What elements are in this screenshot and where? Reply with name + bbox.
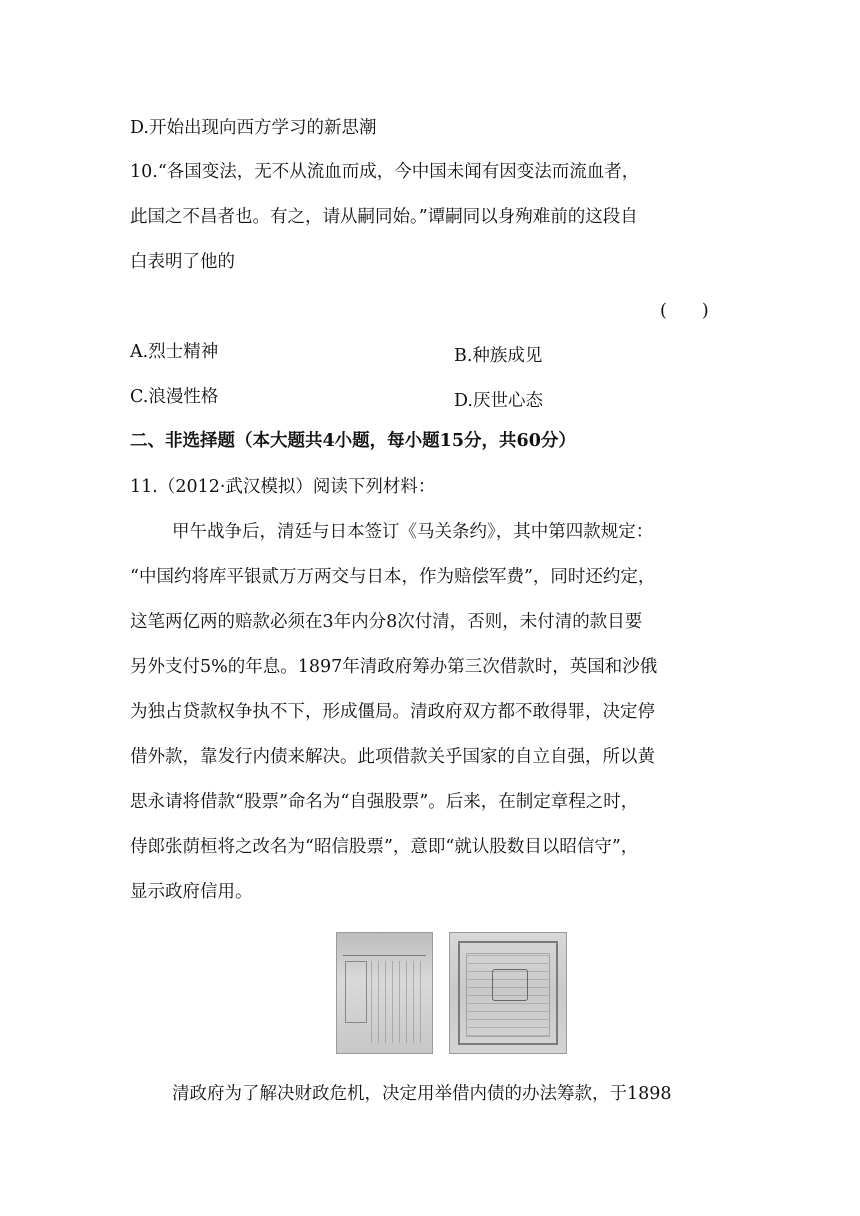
q11-para-line: 借外款，靠发行内债来解决。此项借款关乎国家的自立自强，所以黄 bbox=[130, 747, 655, 767]
q9-option-d: D.开始出现向西方学习的新思潮 bbox=[130, 118, 377, 138]
q10-option-c: C.浪漫性格 bbox=[130, 387, 219, 407]
q11-para-line: 这笔两亿两的赔款必须在3年内分8次付清，否则，未付清的款目要 bbox=[130, 612, 643, 632]
q10-stem-line-3: 白表明了他的 bbox=[130, 252, 235, 272]
receipt-document-image bbox=[336, 932, 433, 1054]
q11-para-line: 甲午战争后，清廷与日本签订《马关条约》，其中第四款规定： bbox=[172, 522, 654, 542]
q10-option-b: B.种族成见 bbox=[454, 346, 543, 366]
q10-stem-line-1: 10.“各国变法，无不从流血而成，今中国未闻有因变法而流血者， bbox=[130, 162, 640, 182]
zhaoxin-bond-certificate-image bbox=[449, 932, 567, 1054]
q11-para-line: 另外支付5%的年息。1897年清政府筹办第三次借款时，英国和沙俄 bbox=[130, 657, 658, 677]
q11-stem: 11.（2012·武汉模拟）阅读下列材料： bbox=[130, 477, 436, 497]
q11-para-line: 侍郎张荫桓将之改名为“昭信股票”，意即“就认股数目以昭信守”， bbox=[130, 837, 639, 857]
q10-stem-line-2: 此国之不昌者也。有之，请从嗣同始。”谭嗣同以身殉难前的这段自 bbox=[130, 207, 638, 227]
q11-para-line: 为独占贷款权争执不下，形成僵局。清政府双方都不敢得罪，决定停 bbox=[130, 702, 655, 722]
q11-para-line: 显示政府信用。 bbox=[130, 882, 253, 902]
q10-option-a: A.烈士精神 bbox=[130, 342, 219, 362]
q11-after-images-line: 清政府为了解决财政危机，决定用举借内债的办法筹款，于1898 bbox=[172, 1084, 672, 1104]
q11-para-line: “中国约将库平银贰万万两交与日本，作为赔偿军费”，同时还约定， bbox=[130, 567, 656, 587]
q11-para-line: 思永请将借款“股票”命名为“自强股票”。后来，在制定章程之时， bbox=[130, 792, 639, 812]
q10-answer-paren: ( ) bbox=[660, 301, 709, 321]
section-2-heading: 二、非选择题（本大题共4小题，每小题15分，共60分） bbox=[130, 431, 576, 451]
q10-option-d: D.厌世心态 bbox=[454, 391, 543, 411]
